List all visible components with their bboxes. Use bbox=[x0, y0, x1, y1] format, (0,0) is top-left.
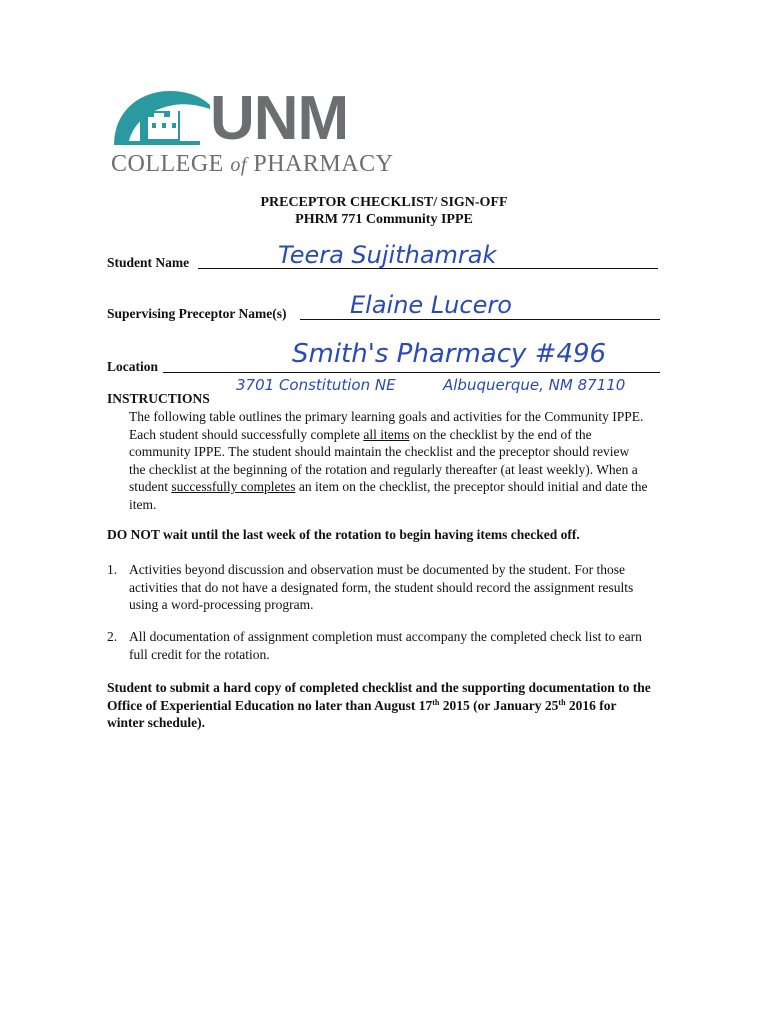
list-item bbox=[107, 628, 649, 663]
submission-text: Student to submit a hard copy of completed checklist and the supporting documentation to the Office of Experiential Education no later than August 17th 2015 (or January 25th 2016 for winter schedule). bbox=[107, 680, 651, 730]
list-item-number: 2. bbox=[107, 629, 118, 644]
student-name-value[interactable]: Teera Sujithamrak bbox=[278, 241, 497, 269]
preceptor-name-value[interactable]: Elaine Lucero bbox=[350, 291, 512, 319]
student-name-label: Student Name bbox=[107, 255, 190, 270]
logo-unm-text: UNM bbox=[210, 84, 349, 153]
logo-college-text: COLLEGE of PHARMACY bbox=[111, 151, 394, 177]
instructions-paragraph: The following table outlines the primary learning goals and activities for the Community IPPE. Each student should successfully complete all items on the checklist by the end of the community IPPE. The student should maintain the checklist and the preceptor should review the checklist at the beginning of the rotation and regularly thereafter (at least weekly). When a student successfully completes an item on the checklist, the preceptor should initial and date the item. bbox=[129, 409, 648, 512]
instructions-heading: INSTRUCTIONS bbox=[107, 391, 210, 406]
list-item-number: 1. bbox=[107, 562, 118, 577]
preceptor-name-label: Supervising Preceptor Name(s) bbox=[107, 306, 287, 321]
unm-building-logo-icon bbox=[110, 87, 212, 149]
address-street[interactable]: 3701 Constitution NE bbox=[236, 376, 396, 394]
list-item-text: Activities beyond discussion and observation must be documented by the student. For those activities that do not have a designated form, the student should record the assignment results using a word-processing program. bbox=[129, 562, 634, 612]
address-city[interactable]: Albuquerque, NM 87110 bbox=[443, 376, 626, 394]
preceptor-name-line bbox=[300, 319, 660, 320]
location-value[interactable]: Smith's Pharmacy #496 bbox=[292, 339, 607, 369]
page-subtitle: PHRM 771 Community IPPE bbox=[295, 212, 473, 227]
list-item-text: All documentation of assignment completion must accompany the completed check list to earn full credit for the rotation. bbox=[129, 629, 642, 662]
page-title: PRECEPTOR CHECKLIST/ SIGN-OFF bbox=[260, 195, 508, 210]
list-item bbox=[107, 561, 649, 614]
warning-text: DO NOT wait until the last week of the rotation to begin having items checked off. bbox=[107, 527, 580, 542]
location-line bbox=[163, 372, 660, 373]
location-label: Location bbox=[107, 359, 159, 374]
